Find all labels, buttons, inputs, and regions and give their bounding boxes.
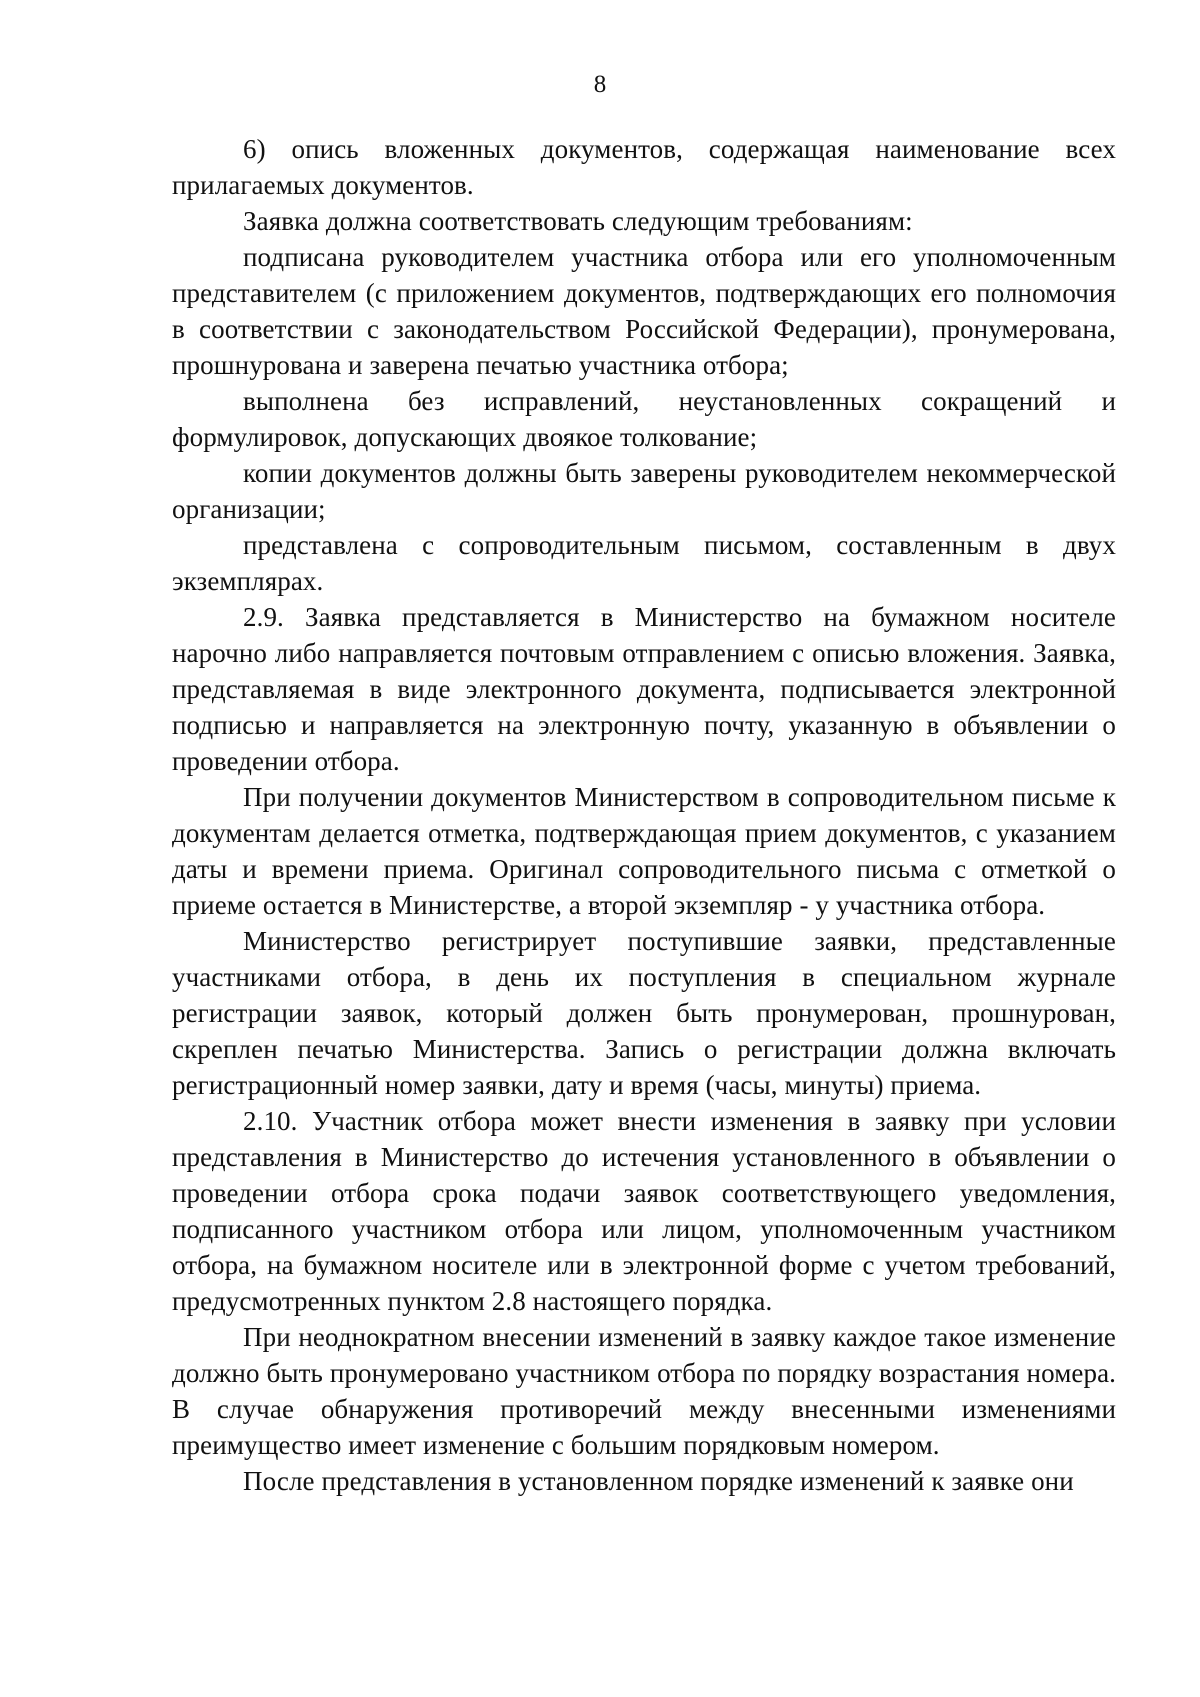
paragraph-requirements-intro: Заявка должна соответствовать следующим требованиям:	[243, 206, 913, 236]
paragraph-requirement-no-corrections: выполнена без исправлений, неустановленных сокращений и формулировок, допускающих двоякое толкование;	[172, 386, 1116, 452]
paragraph-requirement-signed: подписана руководителем участника отбора или его уполномоченным представителем (с приложением документов, подтверждающих его полномочия в соответствии с законодательством Российской Федерации), пронумерована, прошнурована и заверена печатью участника отбора;	[172, 242, 1116, 380]
paragraph-requirement-cover-letter: представлена с сопроводительным письмом, составленным в двух экземплярах.	[172, 530, 1116, 596]
paragraph-section-2-10: 2.10. Участник отбора может внести изменения в заявку при условии представления в Министерство до истечения установленного в объявлении о проведении отбора срока подачи заявок соответствующего уведомления, подписанного участником отбора или лицом, уполномоченным участником отбора, на бумажном носителе или в электронной форме с учетом требований, предусмотренных пунктом 2.8 настоящего порядка.	[172, 1106, 1116, 1316]
paragraph-requirement-copies-certified: копии документов должны быть заверены руководителем некоммерческой организации;	[172, 458, 1116, 524]
paragraph-section-2-9: 2.9. Заявка представляется в Министерство на бумажном носителе нарочно либо направляется почтовым отправлением с описью вложения. Заявка, представляемая в виде электронного документа, подписывается электронной подписью и направляется на электронную почту, указанную в объявлении о проведении отбора.	[172, 602, 1116, 776]
page-number: 8	[593, 71, 607, 98]
paragraph-after-changes: После представления в установленном порядке изменений к заявке они	[243, 1466, 1074, 1496]
paragraph-item-6-inventory: 6) опись вложенных документов, содержащая наименование всех прилагаемых документов.	[172, 134, 1116, 200]
paragraph-repeated-changes: При неоднократном внесении изменений в заявку каждое такое изменение должно быть пронумеровано участником отбора по порядку возрастания номера. В случае обнаружения противоречий между внесенными изменениями преимущество имеет изменение с большим порядковым номером.	[172, 1322, 1116, 1460]
document-body	[172, 131, 1116, 1499]
paragraph-registration: Министерство регистрирует поступившие заявки, представленные участниками отбора, в день их поступления в специальном журнале регистрации заявок, который должен быть пронумерован, прошнурован, скреплен печатью Министерства. Запись о регистрации должна включать регистрационный номер заявки, дату и время (часы, минуты) приема.	[172, 926, 1116, 1100]
paragraph-receipt-mark: При получении документов Министерством в сопроводительном письме к документам делается отметка, подтверждающая прием документов, с указанием даты и времени приема. Оригинал сопроводительного письма с отметкой о приеме остается в Министерстве, а второй экземпляр - у участника отбора.	[172, 782, 1116, 920]
